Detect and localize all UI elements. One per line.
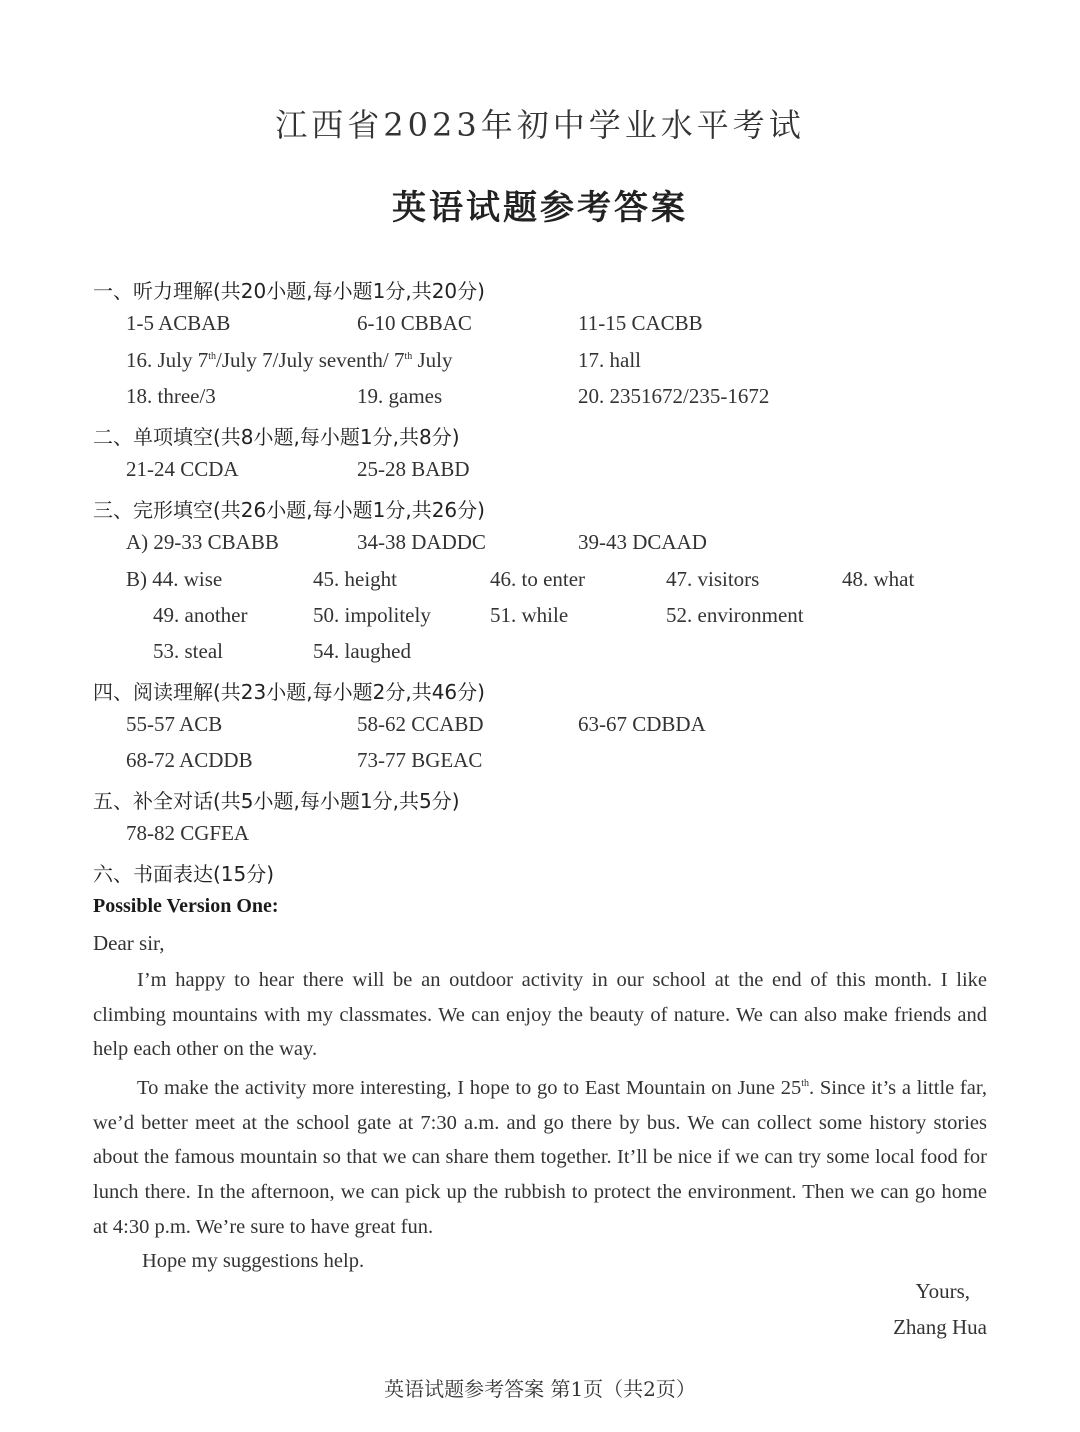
answer-item: 73-77 BGEAC (357, 748, 483, 772)
essay-body (93, 963, 987, 1279)
answer-item: A) 29-33 CBABB (126, 530, 279, 554)
essay-closing: Yours, (915, 1279, 970, 1303)
answer-item: 6-10 CBBAC (357, 311, 472, 335)
answer-item: 49. another (153, 603, 248, 627)
section-heading-single-choice: 二、单项填空(共8小题,每小题1分,共8分) (93, 425, 460, 449)
answer-item: 46. to enter (490, 567, 586, 591)
answer-item: 1-5 ACBAB (126, 311, 231, 335)
answer-item: 51. while (490, 603, 569, 627)
answer-item-16: 16. July 7th/July 7/July seventh/ 7th July (126, 348, 453, 372)
section-heading-writing: 六、书面表达(15分) (93, 862, 275, 886)
answer-item: 50. impolitely (313, 603, 431, 627)
answer-item: 20. 2351672/235-1672 (578, 384, 770, 408)
essay-paragraph-2: To make the activity more interesting, I hope to go to East Mountain on June 25th. Since it’s a little far, we’d better meet at the school gate at 7:30 a.m. and go there by bus. We can collect some history stories about the famous mountain so that we can share them together. It’ll be nice if we can try some local food for lunch there. In the afternoon, we can pick up the rubbish to protect the environment. Then we can go home at 4:30 p.m. We’re sure to have great fun. (93, 1076, 987, 1238)
answer-item: 68-72 ACDDB (126, 748, 253, 772)
answer-item: 39-43 DCAAD (578, 530, 707, 554)
essay-signature: Zhang Hua (893, 1315, 987, 1339)
answer-item: 53. steal (153, 639, 223, 663)
answer-item: 78-82 CGFEA (126, 821, 250, 845)
section-heading-reading: 四、阅读理解(共23小题,每小题2分,共46分) (93, 680, 485, 704)
section-heading-cloze: 三、完形填空(共26小题,每小题1分,共26分) (93, 498, 485, 522)
answer-key-title: 英语试题参考答案 (392, 188, 688, 228)
answer-item: 48. what (842, 567, 915, 591)
answer-item: 11-15 CACBB (578, 311, 703, 335)
answer-item: 25-28 BABD (357, 457, 470, 481)
answer-item: 52. environment (666, 603, 804, 627)
section-heading-listening: 一、听力理解(共20小题,每小题1分,共20分) (93, 279, 485, 303)
answer-item: 21-24 CCDA (126, 457, 239, 481)
page-footer: 英语试题参考答案 第1页（共2页） (384, 1377, 696, 1401)
answer-item: 58-62 CCABD (357, 712, 484, 736)
answer-item: 54. laughed (313, 639, 411, 663)
essay-greeting: Dear sir, (93, 931, 165, 955)
essay-paragraph-3: Hope my suggestions help. (142, 1250, 365, 1273)
answer-item: B) 44. wise (126, 567, 223, 591)
answer-item: 47. visitors (666, 567, 760, 591)
answer-item: 18. three/3 (126, 384, 216, 408)
answer-item: 17. hall (578, 348, 641, 372)
answer-item: 19. games (357, 384, 443, 408)
section-heading-dialogue: 五、补全对话(共5小题,每小题1分,共5分) (93, 789, 460, 813)
essay-paragraph-1: I’m happy to hear there will be an outdoor activity in our school at the end of this month. I like climbing mountains with my classmates. We can enjoy the beauty of nature. We can also make friends and help each other on the way. (93, 969, 987, 1061)
answer-item: 45. height (313, 567, 397, 591)
answer-item: 55-57 ACB (126, 712, 223, 736)
answer-item: 34-38 DADDC (357, 530, 486, 554)
answer-item: 63-67 CDBDA (578, 712, 706, 736)
exam-title: 江西省2023年初中学业水平考试 (275, 106, 805, 144)
essay-heading: Possible Version One: (93, 895, 279, 917)
